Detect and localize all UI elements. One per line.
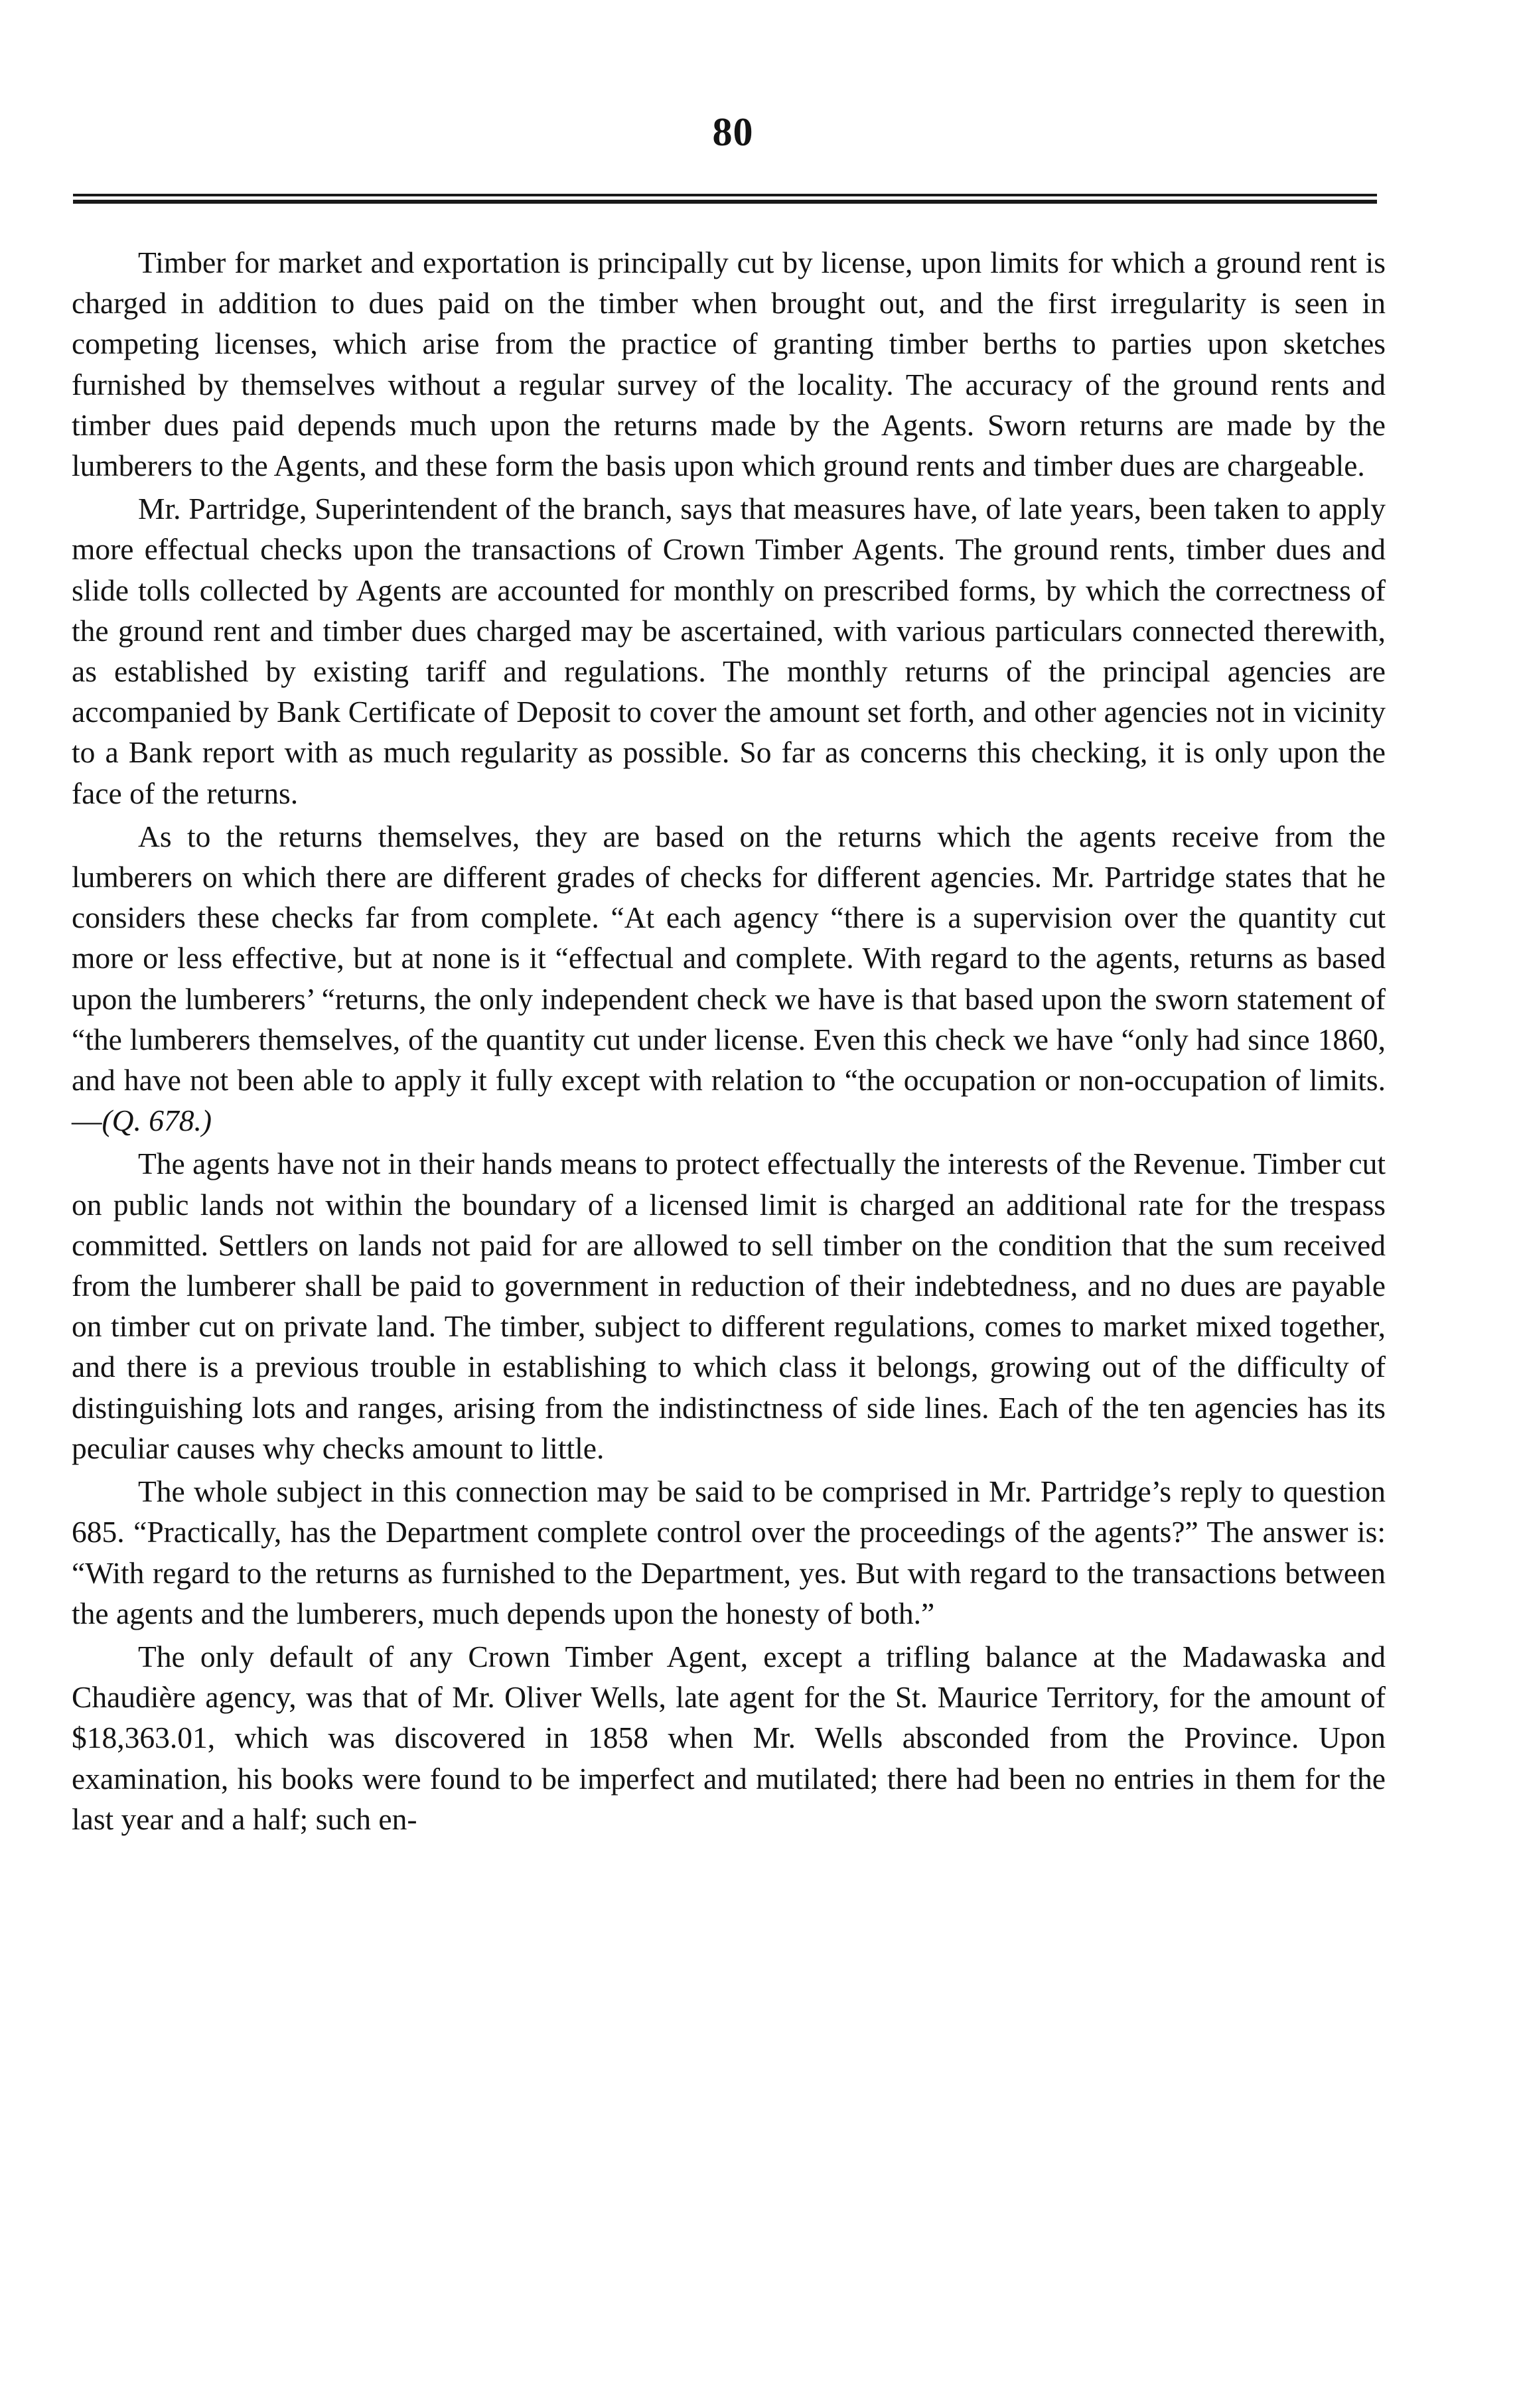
paragraph-returns-themselves xyxy=(72,816,1386,1141)
question-reference: (Q. 678.) xyxy=(102,1103,212,1138)
header-rule-thin xyxy=(73,194,1377,196)
page-number: 80 xyxy=(712,110,754,154)
paragraph-agents-revenue: The agents have not in their hands means to protect effectually the interests of the Revenue. Timber cut on public lands not within the boundary of a licensed limit is charged an additional rate for the trespass committed. Settlers on lands not paid for are allowed to sell timber on the condition that the sum received from the lumberer shall be paid to government in reduction of their indebtedness, and no dues are payable on timber cut on private land. The timber, subject to different regulations, comes to market mixed together, and there is a previous trouble in establishing to which class it belongs, growing out of the difficulty of distinguishing lots and ranges, arising from the indistinctness of side lines. Each of the ten agencies has its peculiar causes why checks amount to little. xyxy=(72,1147,1386,1465)
header-rule xyxy=(73,194,1377,204)
paragraph-partridge-checks: Mr. Partridge, Superintendent of the branch, says that measures have, of late years, been taken to apply more effectual checks upon the transactions of Crown Timber Agents. The ground rents, timber dues and slide tolls collected by Agents are accounted for monthly on prescribed forms, by which the correctness of the ground rent and timber dues charged may be ascertained, with various particulars connected therewith, as established by existing tariff and regulations. The monthly returns of the principal agencies are accompanied by Bank Certificate of Deposit to cover the amount set forth, and other agencies not in vicinity to a Bank report with as much regularity as possible. So far as concerns this checking, it is only upon the face of the returns. xyxy=(72,492,1386,810)
paragraph-returns-text: As to the returns themselves, they are based on the returns which the agents receive from the lumberers on which there are different grades of checks for different agencies. Mr. Partridge states that he considers these checks far from complete. “At each agency “there is a supervision over the quantity cut more or less effective, but at none is it “effectual and complete. With regard to the agents, returns as based upon the lumberers’ “returns, the only independent check we have is that based upon the sworn statement of “the lumberers themselves, of the quantity cut under license. Even this check we have “only had since 1860, and have not been able to apply it fully except with relation to “the occupation or non-occupation of limits.— xyxy=(72,819,1386,1138)
body-text xyxy=(72,242,1386,1842)
paragraph-timber-licenses: Timber for market and exportation is principally cut by license, upon limits for which a ground rent is charged in addition to dues paid on the timber when brought out, and the first irregularity is seen in competing licenses, which arise from the practice of granting timber berths to parties upon sketches furnished by themselves without a regular survey of the locality. The accuracy of the ground rents and timber dues paid depends much upon the returns made by the Agents. Sworn returns are made by the lumberers to the Agents, and these form the basis upon which ground rents and timber dues are chargeable. xyxy=(72,246,1386,483)
paragraph-oliver-wells-default: The only default of any Crown Timber Agent, except a trifling balance at the Madawaska and Chaudière agency, was that of Mr. Oliver Wells, late agent for the St. Maurice Territory, for the amount of $18,363.01, which was discovered in 1858 when Mr. Wells absconded from the Province. Upon examination, his books were found to be imperfect and mutilated; there had been no entries in them for the last year and a half; such en- xyxy=(72,1639,1386,1836)
paragraph-question-685: The whole subject in this connection may be said to be comprised in Mr. Partridge’s reply to question 685. “Practically, has the Department complete control over the proceedings of the agents?” The answer is: “With regard to the returns as furnished to the Department, yes. But with regard to the transactions between the agents and the lumberers, much depends upon the honesty of both.” xyxy=(72,1474,1386,1630)
header-rule-thick xyxy=(73,200,1377,204)
